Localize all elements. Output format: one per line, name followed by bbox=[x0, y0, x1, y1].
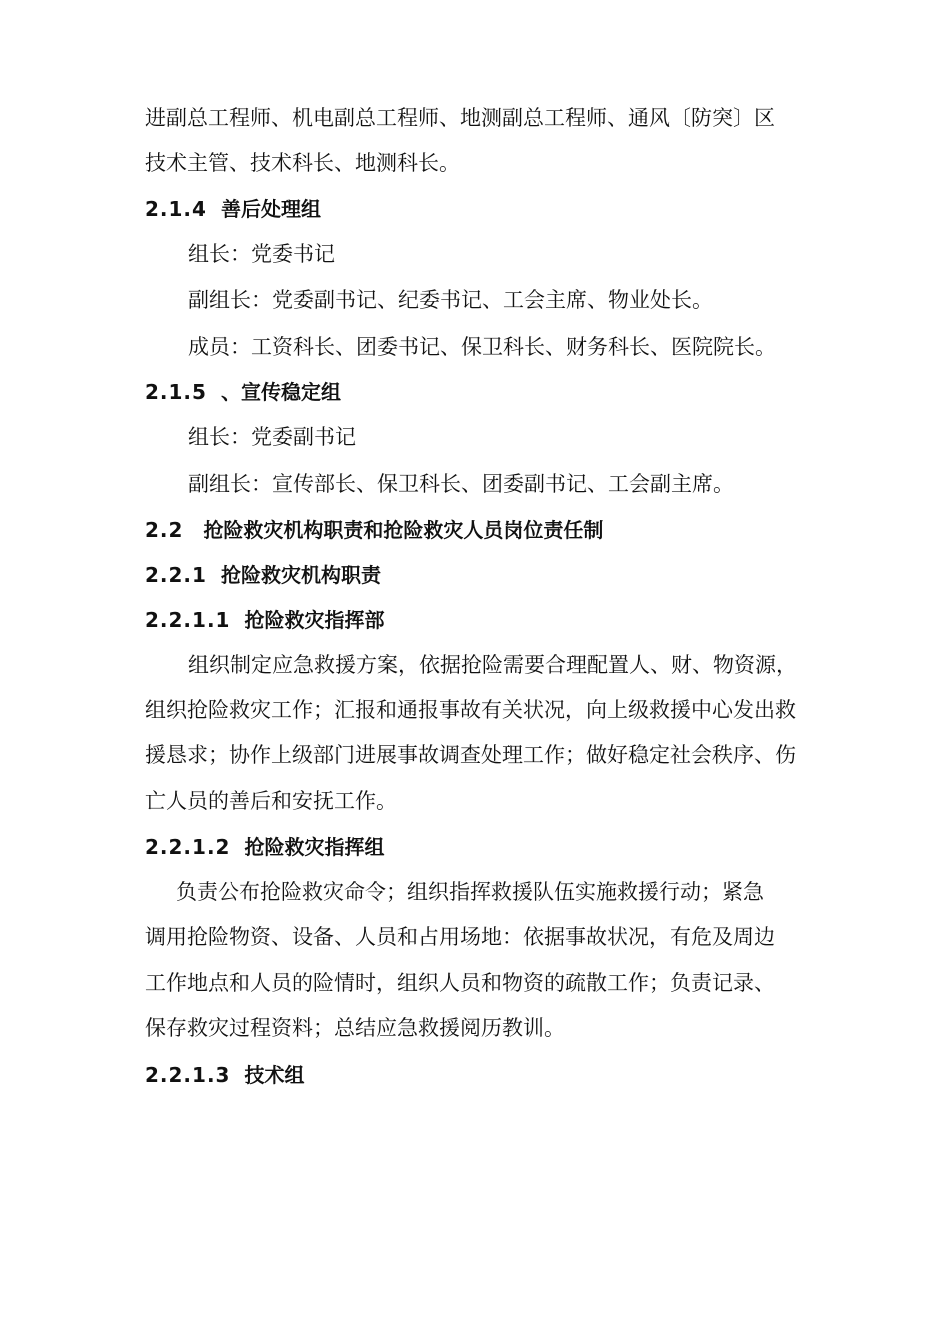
section-number: 2.1.4 bbox=[145, 197, 207, 221]
section-heading-2-2-1-2 bbox=[145, 832, 835, 862]
leader-line: 组长：党委副书记 bbox=[188, 425, 356, 449]
section-title: 善后处理组 bbox=[220, 197, 321, 221]
paragraph-line: 组织制定应急救援方案，依据抢险需要合理配置人、财、物资源， bbox=[188, 653, 797, 677]
section-number: 2.2.1.2 bbox=[145, 835, 231, 859]
section-heading-2-1-5 bbox=[145, 377, 835, 407]
section-title: 抢险救灾指挥组 bbox=[244, 835, 385, 859]
deputy-line: 副组长：宣传部长、保卫科长、团委副书记、工会副主席。 bbox=[188, 472, 734, 496]
paragraph-line: 进副总工程师、机电副总工程师、地测副总工程师、通风〔防突〕区 bbox=[145, 106, 775, 130]
section-title: 抢险救灾机构职责 bbox=[220, 563, 381, 587]
section-heading-2-2-1-1 bbox=[145, 605, 835, 635]
paragraph-line: 工作地点和人员的险情时，组织人员和物资的疏散工作；负责记录、 bbox=[145, 971, 775, 995]
paragraph-line: 组织抢险救灾工作；汇报和通报事故有关状况，向上级救援中心发出救 bbox=[145, 698, 796, 722]
section-number: 2.1.5 bbox=[145, 380, 207, 404]
paragraph-line: 负责公布抢险救灾命令；组织指挥救援队伍实施救援行动；紧急 bbox=[176, 880, 764, 904]
paragraph-line: 技术主管、技术科长、地测科长。 bbox=[145, 151, 460, 175]
deputy-line: 副组长：党委副书记、纪委书记、工会主席、物业处长。 bbox=[188, 288, 713, 312]
section-title: 、宣传稳定组 bbox=[220, 380, 341, 404]
section-heading-2-1-4 bbox=[145, 194, 835, 224]
leader-line: 组长：党委书记 bbox=[188, 242, 335, 266]
section-number: 2.2.1 bbox=[145, 563, 207, 587]
section-title: 技术组 bbox=[244, 1063, 305, 1087]
section-heading-2-2-1 bbox=[145, 560, 835, 590]
section-number: 2.2.1.3 bbox=[145, 1063, 231, 1087]
section-number: 2.2 bbox=[145, 518, 184, 542]
paragraph-line: 调用抢险物资、设备、人员和占用场地：依据事故状况，有危及周边 bbox=[145, 925, 775, 949]
section-heading-2-2-1-3 bbox=[145, 1060, 835, 1090]
paragraph-line: 亡人员的善后和安抚工作。 bbox=[145, 789, 397, 813]
section-title: 抢险救灾机构职责和抢险救灾人员岗位责任制 bbox=[203, 518, 604, 542]
paragraph-line: 保存救灾过程资料；总结应急救援阅历教训。 bbox=[145, 1016, 565, 1040]
members-line: 成员：工资科长、团委书记、保卫科长、财务科长、医院院长。 bbox=[188, 335, 776, 359]
section-title: 抢险救灾指挥部 bbox=[244, 608, 385, 632]
section-number: 2.2.1.1 bbox=[145, 608, 231, 632]
paragraph-line: 援恳求；协作上级部门进展事故调查处理工作；做好稳定社会秩序、伤 bbox=[145, 743, 796, 767]
section-heading-2-2 bbox=[145, 515, 835, 545]
